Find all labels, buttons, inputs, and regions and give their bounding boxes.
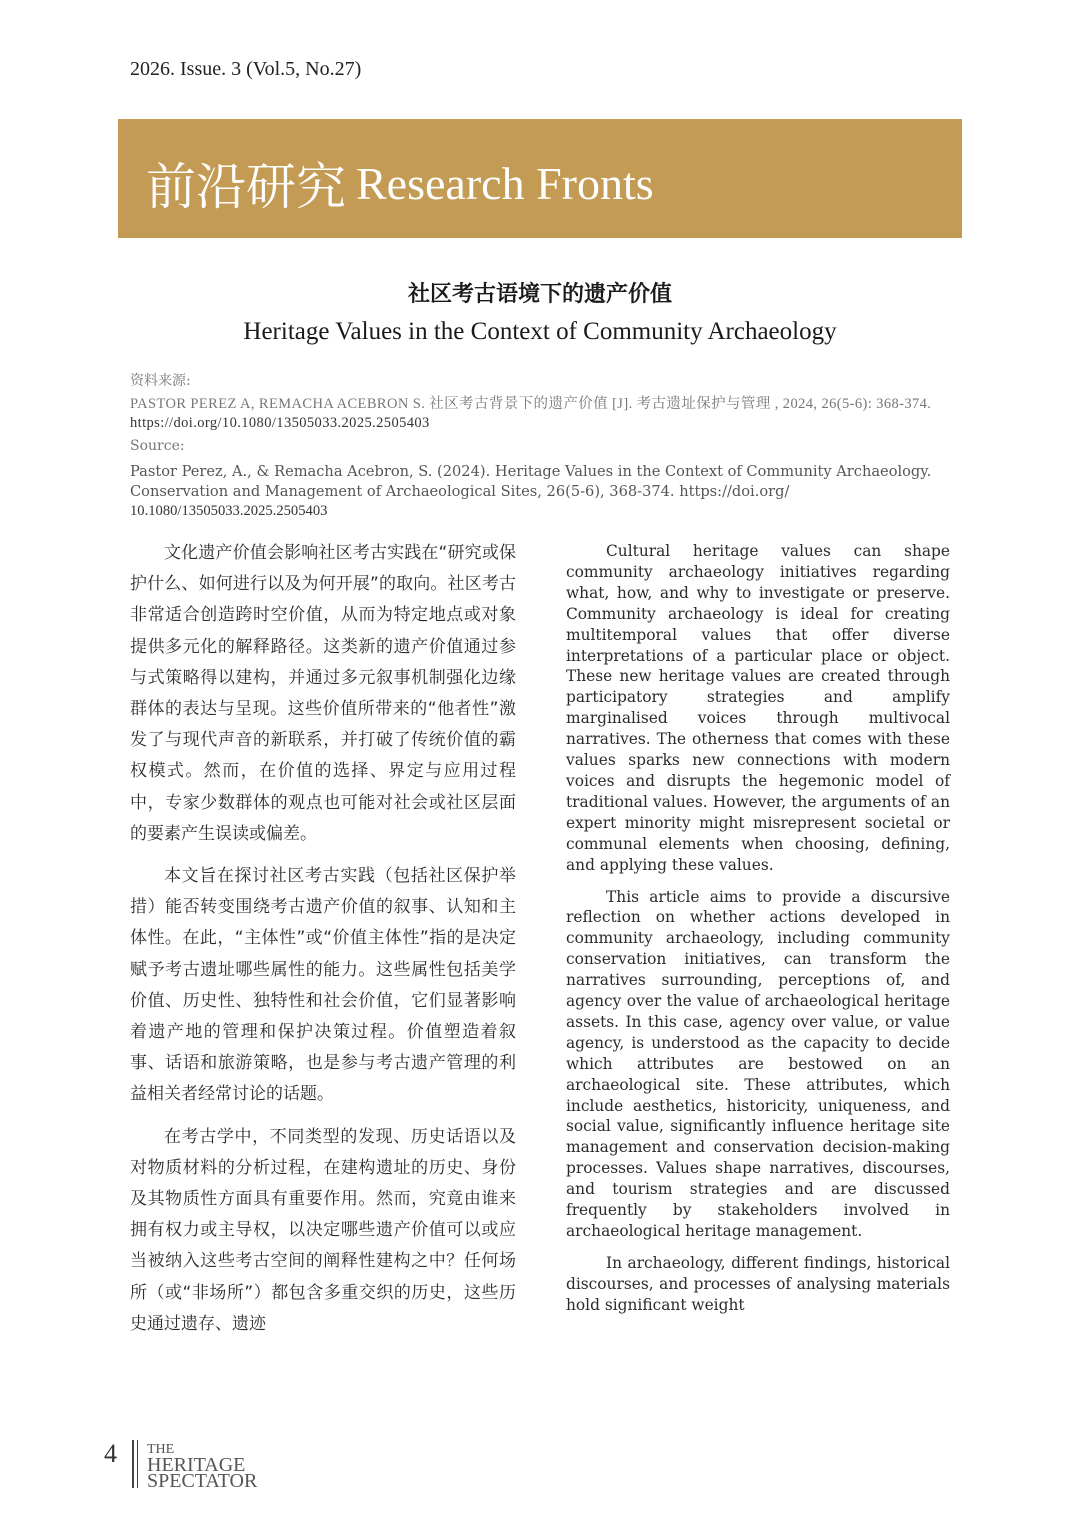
source-en-label: Source: [130, 438, 185, 454]
article-title-zh: 社区考古语境下的遗产价值 [407, 282, 672, 307]
logo-line-heritage: HERITAGE [147, 1454, 246, 1476]
source-en-doi-link[interactable]: 10.1080/13505033.2025.2505403 [130, 503, 328, 519]
journal-logo [147, 1442, 258, 1492]
paragraph-en: Cultural heritage values can shape community archaeology initiatives regarding what, how, and why to investigate or preserve. Community archaeology is ideal for creating multitemporal values that offer diverse interpretations of a particular place or object. These new heritage values are created through participatory strategies and amplify marginalised voices through multivocal narratives. The otherness that comes with these values sparks new connections with modern voices and disrupts the hegemonic model of traditional values. However, the arguments of an expert minority might misrepresent societal or communal elements when choosing, defining, and applying these values. [566, 542, 950, 874]
footer-divider [137, 1440, 138, 1488]
source-zh-label: 资料来源: [130, 373, 191, 389]
paragraph-zh: 文化遗产价值会影响社区考古实践在“研究或保护什么、如何进行以及为何开展”的取向。社区考古非常适合创造跨时空价值，从而为特定地点或对象提供多元化的解释路径。这类新的遗产价值通过参与式策略得以建构，并通过多元叙事机制强化边缘群体的表达与呈现。这些价值所带来的“他者性”激发了与现代声音的新联系，并打破了传统价值的霸权模式。然而，在价值的选择、界定与应用过程中，专家少数群体的观点也可能对社会或社区层面的要素产生误读或偏差。 [130, 543, 516, 844]
body-column-zh [130, 538, 516, 1351]
section-title-zh: 前沿研究 [146, 158, 346, 216]
paragraph-en: In archaeology, different findings, historical discourses, and processes of analysing materials hold significant weight [566, 1253, 950, 1314]
source-zh-doi-link[interactable]: https://doi.org/10.1080/13505033.2025.2505403 [130, 415, 430, 431]
page-number: 4 [104, 1439, 117, 1468]
issue-info: 2026. Issue. 3 (Vol.5, No.27) [130, 58, 362, 80]
paragraph-en: This article aims to provide a discursive reflection on whether actions developed in community archaeology, including community conservation initiatives, can transform the narratives surrounding, perceptions of, and agency over the value of archaeological heritage assets. In this case, agency over value, or value agency, is understood as the capacity to decide which attributes are bestowed on an archaeological site. These attributes, which include aesthetics, historicity, uniqueness, and social value, significantly influence heritage site management and conservation decision-making processes. Values shape narratives, discourses, and tourism strategies and are discussed frequently by stakeholders involved in archaeological heritage management. [566, 887, 950, 1240]
section-title [146, 147, 654, 219]
footer-divider [132, 1440, 134, 1488]
logo-line-spectator: SPECTATOR [147, 1470, 258, 1492]
article-title-en: Heritage Values in the Context of Community Archaeology [243, 318, 837, 345]
logo-line-the: THE [147, 1442, 175, 1457]
source-zh-text: PASTOR PEREZ A, REMACHA ACEBRON S. 社区考古背景下的遗产价值 [J]. 考古遗址保护与管理 , 2024, 26(5-6): 368-374. [130, 396, 932, 412]
paragraph-zh: 在考古学中，不同类型的发现、历史话语以及对物质材料的分析过程，在建构遗址的历史、身份及其物质性方面具有重要作用。然而，究竟由谁来拥有权力或主导权，以决定哪些遗产价值可以或应当被纳入这些考古空间的阐释性建构之中？任何场所（或“非场所”）都包含多重交织的历史，这些历史通过遗存、遗迹 [130, 1126, 516, 1334]
section-title-en: Research Fronts [356, 157, 654, 209]
source-zh-citation [130, 395, 950, 433]
source-en-text: Pastor Perez, A., & Remacha Acebron, S. (2024). Heritage Values in the Context of Community Archaeology. Conservation and Management of Archaeological Sites, 26(5-6), 368-374. https://doi.org/ [130, 463, 932, 500]
section-banner [118, 119, 962, 238]
paragraph-zh: 本文旨在探讨社区考古实践（包括社区保护举措）能否转变围绕考古遗产价值的叙事、认知和主体性。在此，“主体性”或“价值主体性”指的是决定赋予考古遗址哪些属性的能力。这些属性包括美学价值、历史性、独特性和社会价值，它们显著影响着遗产地的管理和保护决策过程。价值塑造着叙事、话语和旅游策略，也是参与考古遗产管理的利益相关者经常讨论的话题。 [130, 866, 516, 1105]
source-en-citation [130, 462, 950, 522]
body-column-en [566, 541, 950, 1327]
